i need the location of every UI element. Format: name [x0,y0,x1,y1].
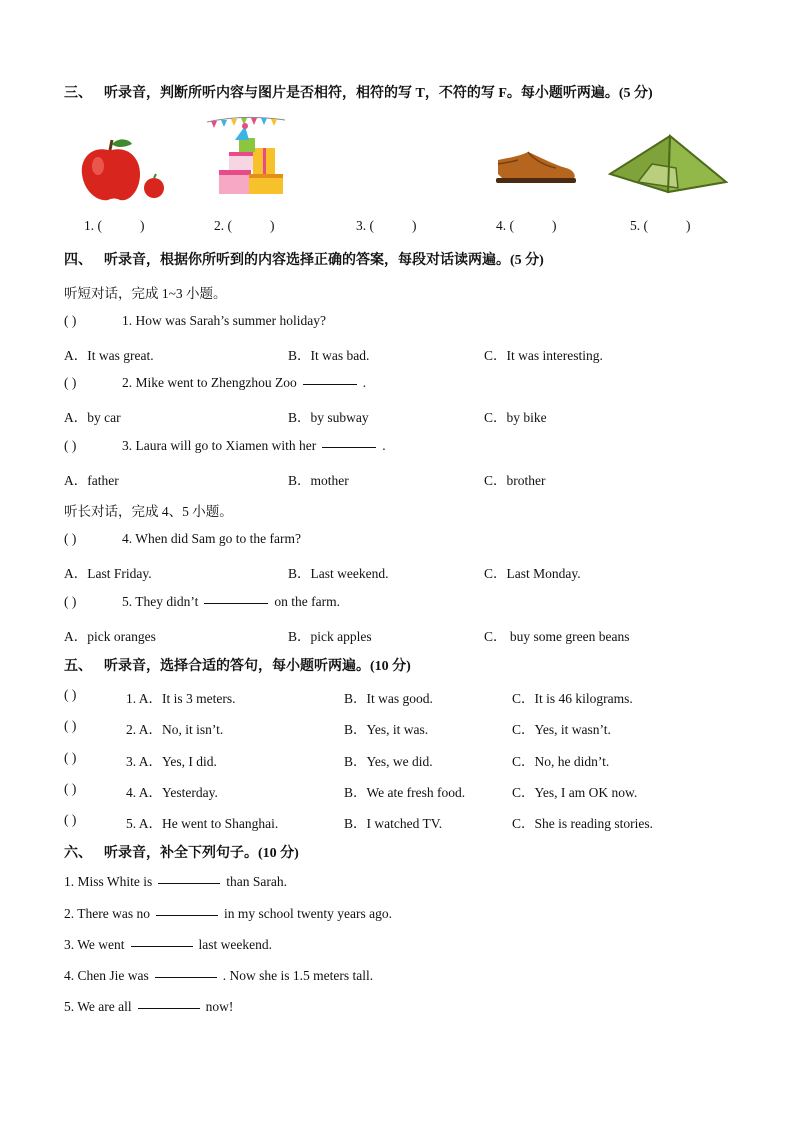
option-b: B．Yes, it was. [344,722,429,737]
fill-blank[interactable] [322,437,376,448]
fill-sentence: 2. There was no in my school twenty years ago. [64,906,392,921]
option-c: C．Last Monday. [484,566,581,581]
fill-sentence: 3. We went last weekend. [64,937,273,952]
picture-answer-5[interactable]: 5. ( ) [630,218,691,233]
question-row: ( ) 3. Laura will go to Xiamen with her . [64,438,386,453]
fill-sentence: 1. Miss White is than Sarah. [64,874,287,889]
option-a: A．father [64,473,119,488]
option-c: C．No, he didn’t. [512,754,610,769]
section3-heading: 三、 听录音，判断所听内容与图片是否相符，相符的写 T，不符的写 F。每小题听两遍。(5 分) [64,86,653,101]
option-a: 5. A．He went to Shanghai. [126,816,279,831]
option-a: 2. A．No, it isn’t. [126,722,224,737]
option-b: B．I watched TV. [344,816,443,831]
option-a: A．Last Friday. [64,566,152,581]
option-c: C．Yes, I am OK now. [512,785,638,800]
option-a: 4. A．Yesterday. [126,785,218,800]
birthday-cake-icon [205,112,291,203]
section5-heading: 五、 听录音，选择合适的答句，每小题听两遍。(10 分) [64,659,411,674]
fill-blank[interactable] [303,374,357,385]
answer-blank[interactable]: ( ) [64,781,77,796]
answer-blank[interactable]: ( ) [64,438,77,453]
question-row: ( ) 1. How was Sarah’s summer holiday? [64,313,326,328]
picture-answer-3[interactable]: 3. ( ) [356,218,417,233]
answer-blank[interactable]: ( ) [64,375,77,390]
fill-blank[interactable] [155,967,217,978]
option-c: C．by bike [484,410,547,425]
option-a: 1. A．It is 3 meters. [126,691,236,706]
picture-answer-4[interactable]: 4. ( ) [496,218,557,233]
option-a: A．by car [64,410,121,425]
option-c: C．It was interesting. [484,348,603,363]
fill-blank[interactable] [138,998,200,1009]
answer-blank[interactable]: ( ) [64,594,77,609]
answer-blank[interactable]: ( ) [64,687,77,702]
fill-sentence: 5. We are all now! [64,999,234,1014]
answer-blank[interactable]: ( ) [64,750,77,765]
option-b: B．It was bad. [288,348,370,363]
option-b: B．mother [288,473,349,488]
option-c: C．It is 46 kilograms. [512,691,633,706]
option-b: B．pick apples [288,629,372,644]
option-c: C．She is reading stories. [512,816,653,831]
fill-blank[interactable] [158,873,220,884]
fill-blank[interactable] [204,593,268,604]
answer-blank[interactable]: ( ) [64,313,77,328]
fill-blank[interactable] [156,905,218,916]
question-row: ( ) 2. Mike went to Zhengzhou Zoo . [64,375,367,390]
option-b: B．Yes, we did. [344,754,433,769]
answer-blank[interactable]: ( ) [64,718,77,733]
question-row: ( ) 4. When did Sam go to the farm? [64,531,301,546]
fill-sentence: 4. Chen Jie was . Now she is 1.5 meters tall. [64,968,374,983]
answer-blank[interactable]: ( ) [64,531,77,546]
section6-heading: 六、 听录音，补全下列句子。(10 分) [64,846,299,861]
option-a: A．It was great. [64,348,154,363]
question-row: ( ) 5. They didn’t on the farm. [64,594,340,609]
option-b: B．We ate fresh food. [344,785,466,800]
answer-blank[interactable]: ( ) [64,812,77,827]
option-b: B．Last weekend. [288,566,389,581]
tent-icon [608,134,728,199]
apple-icon [78,138,170,209]
picture-answer-2[interactable]: 2. ( ) [214,218,275,233]
option-c: C．Yes, it wasn’t. [512,722,611,737]
option-b: B．It was good. [344,691,433,706]
option-a: 3. A．Yes, I did. [126,754,217,769]
option-a: A．pick oranges [64,629,156,644]
section4-intro-short: 听短对话，完成 1~3 小题。 [64,286,227,301]
section4-heading: 四、 听录音，根据你所听到的内容选择正确的答案，每段对话读两遍。(5 分) [64,253,544,268]
option-c: C．brother [484,473,546,488]
picture-answer-1[interactable]: 1. ( ) [84,218,145,233]
section4-intro-long: 听长对话，完成 4、5 小题。 [64,504,233,519]
shoe-icon [494,150,578,191]
option-b: B．by subway [288,410,369,425]
fill-blank[interactable] [131,936,193,947]
option-c: C． buy some green beans [484,629,630,644]
